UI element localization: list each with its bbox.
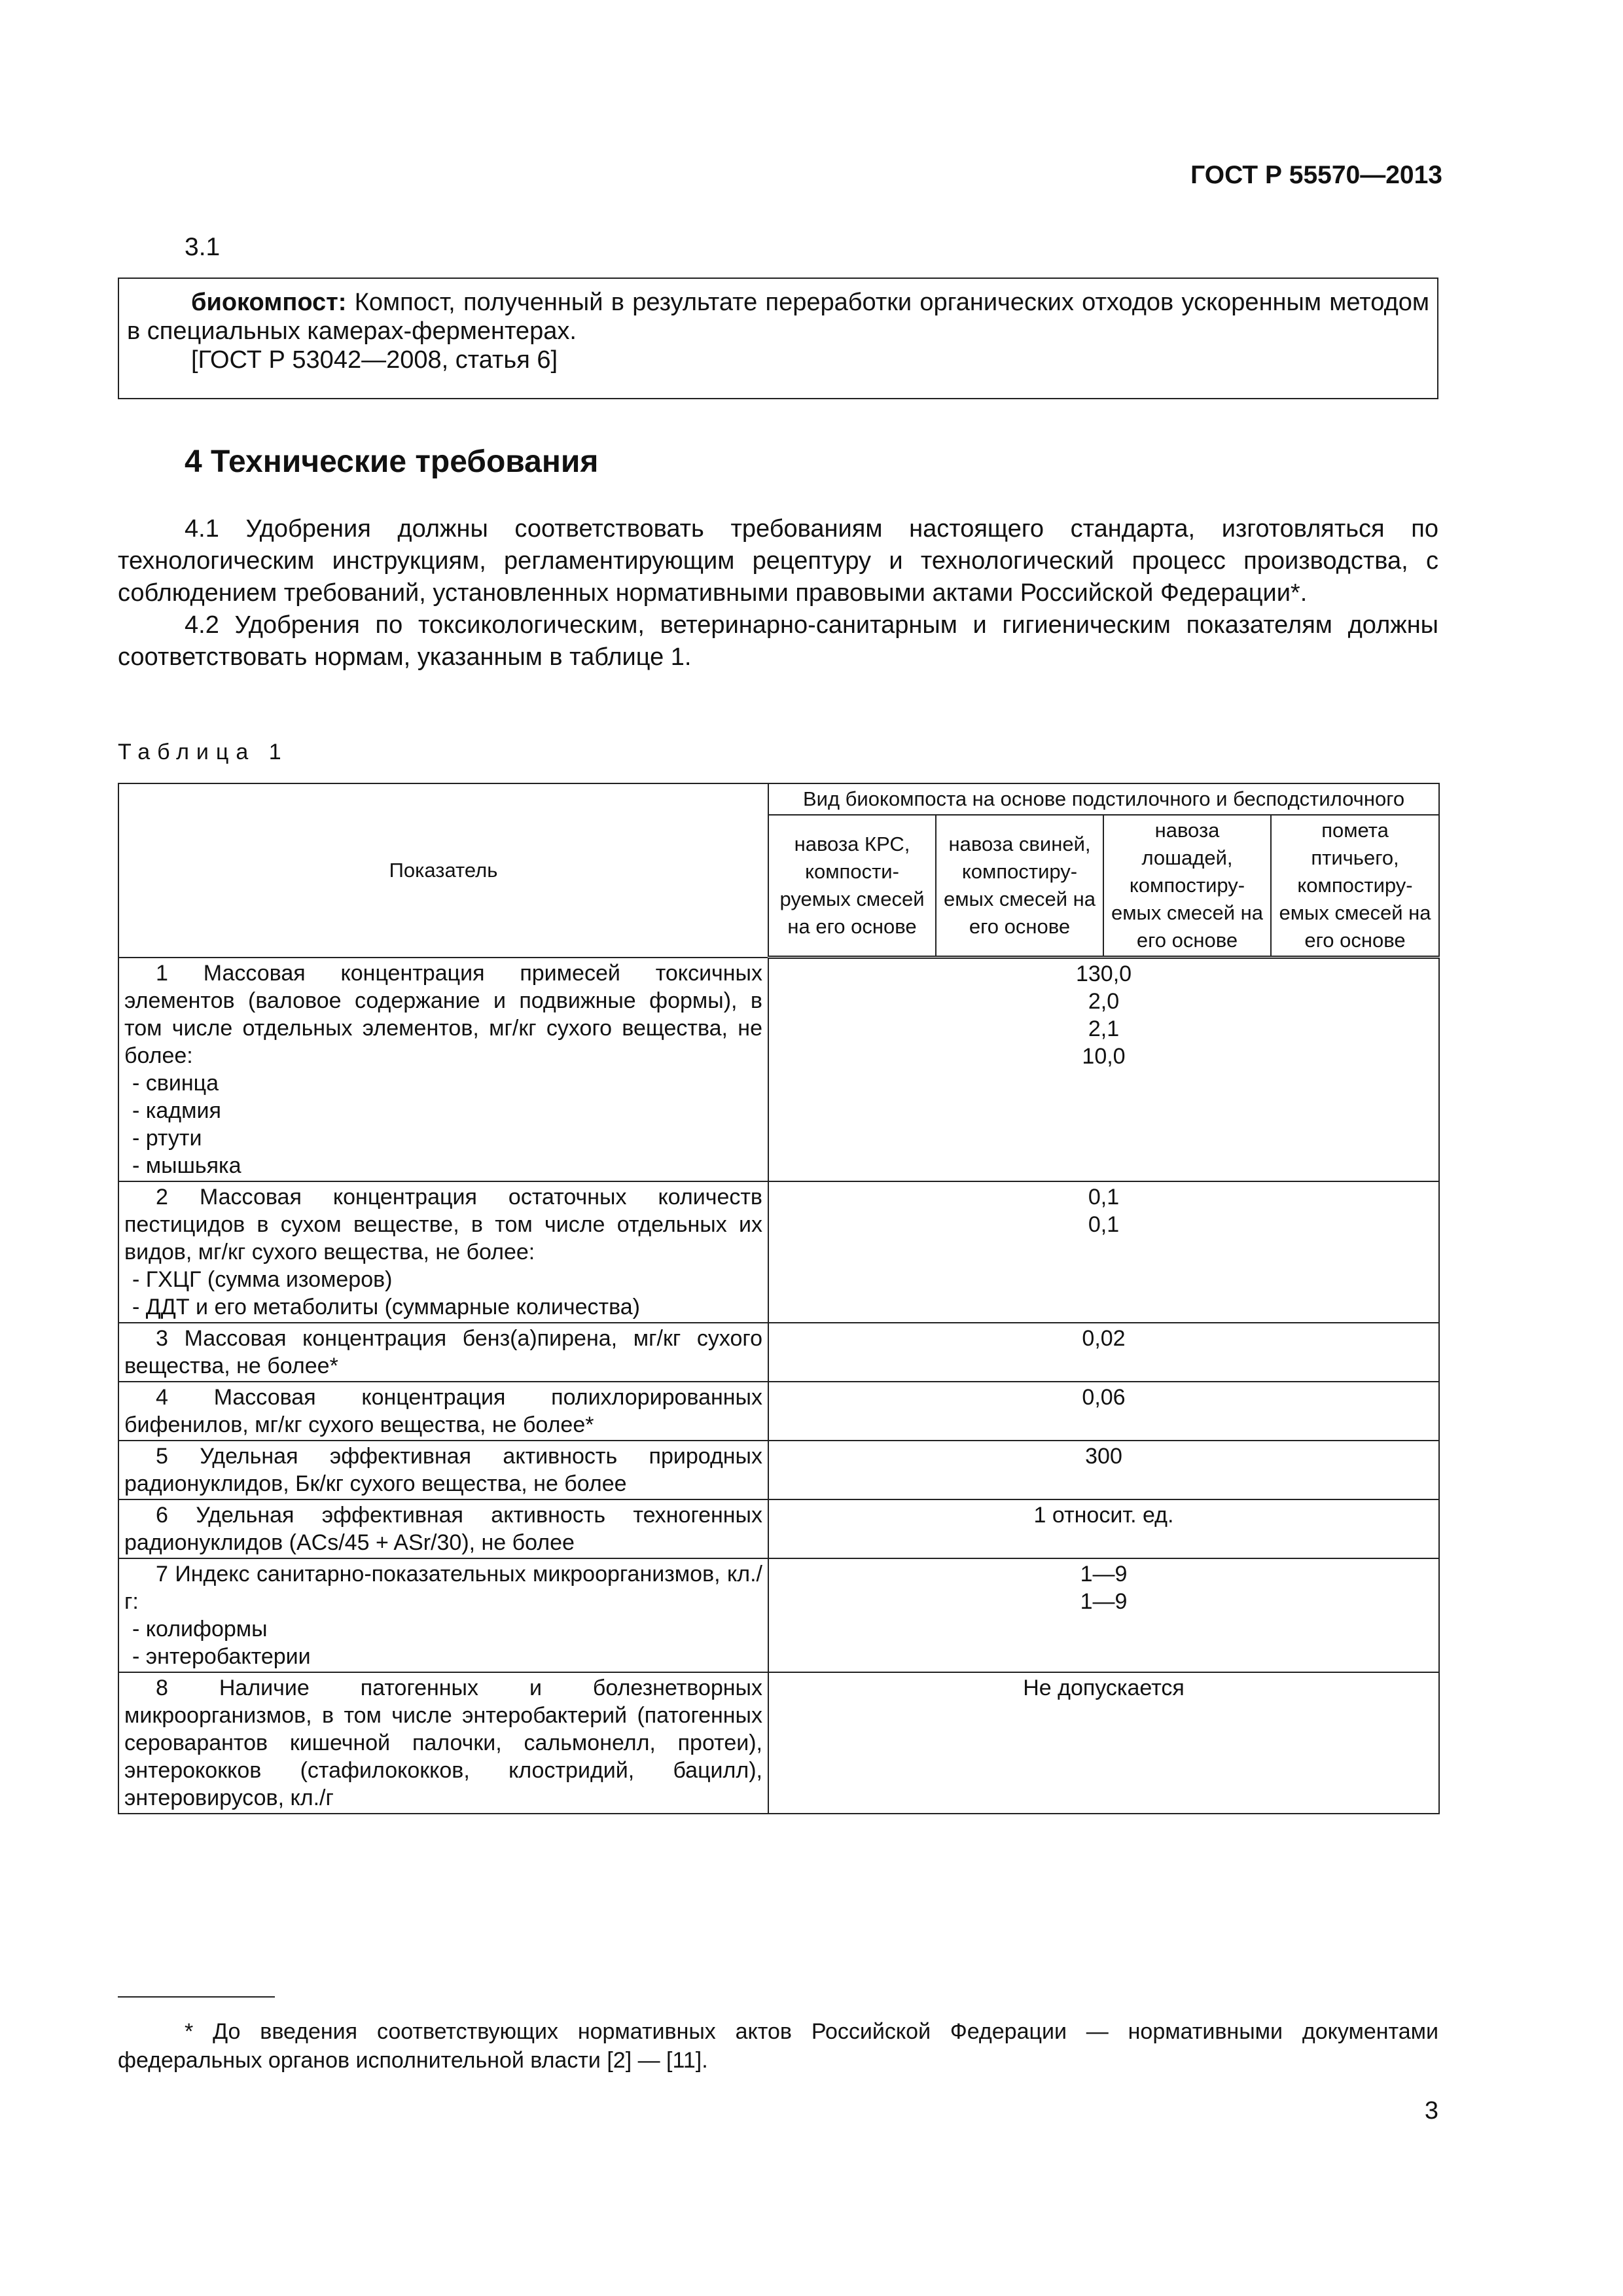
indicator-item: - кадмия [132, 1098, 221, 1123]
indicator-cell [118, 958, 768, 1181]
value-cell [768, 1672, 1439, 1814]
value: 0,06 [1082, 1384, 1126, 1410]
indicator-cell [118, 1499, 768, 1558]
value: 300 [1085, 1443, 1122, 1469]
value-cell [768, 1181, 1439, 1323]
term-number: 3.1 [185, 233, 221, 261]
indicator-title: 5 Удельная эффективная активность природных радионуклидов, Бк/кг сухого вещества, не более [124, 1443, 762, 1496]
indicator-title: 2 Массовая концентрация остаточных количеств пестицидов в сухом веществе, в том числе отдельных их видов, мг/кг сухого вещества, не более: [124, 1184, 762, 1265]
indicator-item: - мышьяка [132, 1153, 241, 1178]
indicator-cell [118, 1323, 768, 1382]
page-number: 3 [1424, 2097, 1438, 2125]
value: 1 относит. ед. [1033, 1502, 1174, 1528]
indicator-cell [118, 1382, 768, 1441]
indicator-item: - свинца [132, 1070, 219, 1096]
term-source: [ГОСТ Р 53042—2008, статья 6] [191, 346, 558, 374]
indicator-title: 4 Массовая концентрация полихлорированных бифенилов, мг/кг сухого вещества, не более* [124, 1384, 762, 1437]
header-cattle-manure: навоза КРС, компости-руемых смесей на его основе [768, 815, 936, 958]
indicator-item: - ртути [132, 1125, 202, 1151]
indicator-cell [118, 1558, 768, 1672]
table-row [118, 1323, 1439, 1382]
table-row [118, 1558, 1439, 1672]
value-cell [768, 958, 1439, 1181]
header-indicator: Показатель [118, 783, 768, 958]
paragraph-4-2: 4.2 Удобрения по токсикологическим, ветеринарно-санитарным и гигиеническим показателям должны соответствовать нормам, указанным в таблице 1. [118, 611, 1438, 671]
footnote-separator [118, 1996, 275, 1998]
value-cell [768, 1499, 1439, 1558]
indicator-title: 7 Индекс санитарно-показательных микроорганизмов, кл./г: [124, 1561, 762, 1614]
table-row [118, 1672, 1439, 1814]
value: 1—9 [1080, 1561, 1128, 1587]
table-row [118, 958, 1439, 1181]
value-cell [768, 1382, 1439, 1441]
table-caption: Таблица 1 [118, 740, 289, 764]
paragraph-4-1: 4.1 Удобрения должны соответствовать требованиям настоящего стандарта, изготовляться по технологическим инструкциям, регламентирующим рецептуру и технологический процесс производства, с соблюдением требований, установленных нормативными правовыми актами Российской Федерации*. [118, 515, 1438, 607]
indicator-cell [118, 1181, 768, 1323]
indicator-item: - ДДТ и его метаболиты (суммарные количества) [132, 1294, 641, 1319]
value: 0,1 [1088, 1211, 1120, 1237]
table-header-row [118, 783, 1439, 815]
section-body [118, 513, 1438, 673]
header-pig-manure: навоза свиней, компостиру-емых смесей на его основе [936, 815, 1103, 958]
term-definition [127, 288, 1429, 346]
header-compost-type: Вид биокомпоста на основе подстилочного и бесподстилочного [768, 783, 1439, 815]
table-row [118, 1441, 1439, 1499]
indicator-title: 6 Удельная эффективная активность техногенных радионуклидов (ACs/45 + ASr/30), не более [124, 1502, 762, 1555]
indicator-item: - ГХЦГ (сумма изомеров) [132, 1266, 393, 1292]
value: 0,1 [1088, 1184, 1120, 1210]
standard-code: ГОСТ Р 55570—2013 [1190, 161, 1442, 189]
indicator-item: - колиформы [132, 1616, 268, 1641]
section-title: 4 Технические требования [185, 444, 599, 479]
header-poultry-droppings: помета птичьего, компостиру-емых смесей на его основе [1271, 815, 1439, 958]
value: 2,0 [1088, 989, 1120, 1014]
table-row [118, 1499, 1439, 1558]
table-row [118, 1382, 1439, 1441]
value: 10,0 [1082, 1044, 1126, 1069]
table-row [118, 1181, 1439, 1323]
indicator-cell [118, 1441, 768, 1499]
indicator-item: - энтеробактерии [132, 1643, 311, 1669]
indicator-title: 1 Массовая концентрация примесей токсичных элементов (валовое содержание и подвижные формы), в том числе отдельных элементов, мг/кг сухого вещества, не более: [124, 960, 762, 1068]
value: 1—9 [1080, 1588, 1128, 1614]
indicator-cell [118, 1672, 768, 1814]
footnote: * До введения соответствующих нормативных актов Российской Федерации — нормативными документами федеральных органов исполнительной власти [2] — [11]. [118, 2019, 1438, 2073]
header-horse-manure: навоза лошадей, компостиру-емых смесей на его основе [1103, 815, 1271, 958]
term-definition-box [118, 278, 1438, 399]
value-cell [768, 1323, 1439, 1382]
value: 0,02 [1082, 1325, 1126, 1351]
value: 2,1 [1088, 1016, 1120, 1041]
value-cell [768, 1441, 1439, 1499]
indicator-title: 8 Наличие патогенных и болезнетворных микроорганизмов, в том числе энтеробактерий (патогенных сероварантов кишечной палочки, сальмонелл, протеи), энтерококков (стафилококков, клостридий, бацилл), энтеровирусов, кл./г [124, 1675, 762, 1810]
term-definition-text: Компост, полученный в результате переработки органических отходов ускоренным методом в специальных камерах-ферментерах. [127, 289, 1429, 345]
indicator-title: 3 Массовая концентрация бенз(а)пирена, мг/кг сухого вещества, не более* [124, 1325, 762, 1378]
value: 130,0 [1075, 961, 1132, 986]
requirements-table [118, 783, 1440, 1814]
value-cell [768, 1558, 1439, 1672]
value: Не допускается [1023, 1675, 1185, 1700]
term-name: биокомпост: [191, 289, 347, 316]
